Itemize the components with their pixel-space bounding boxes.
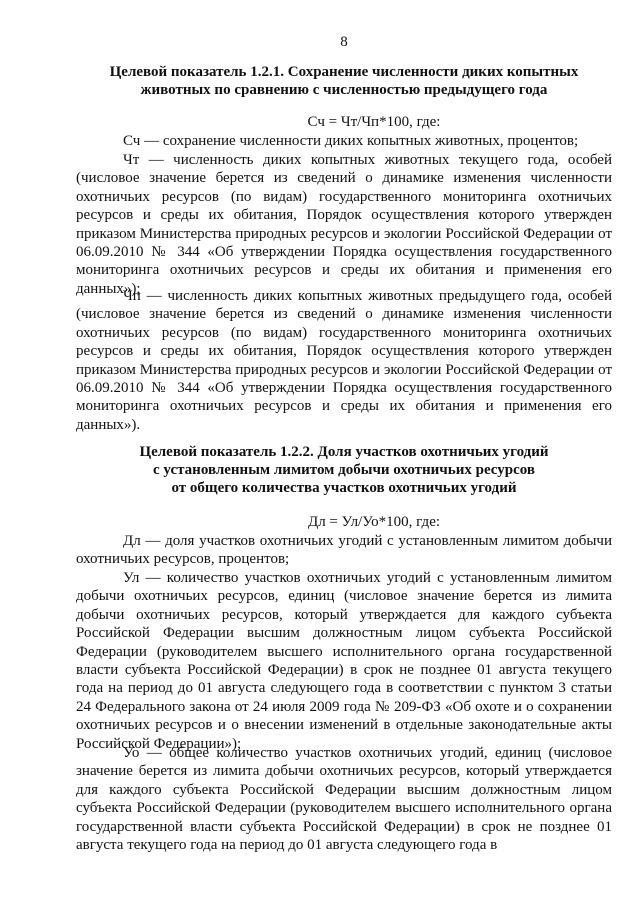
definition-cht: Чт — численность диких копытных животных текущего года, особей (числовое значение берется из сведений о динамике изменения численности охотничьих ресурсов (по видам) государственного мониторинга охотничьих ресурсов и среды их обитания, Порядок осуществления которого утвержден приказом Министерства природных ресурсов и экологии Российской Федерации от 06.09.2010 № 344 «Об утверждении Порядка осуществления государственного мониторинга охотничьих ресурсов и среды их обитания и применения его данных»); <box>76 152 612 297</box>
heading-line: Целевой показатель 1.2.1. Сохранение численности диких копытных <box>109 64 579 80</box>
heading-line: от общего количества участков охотничьих угодий <box>171 480 517 496</box>
heading-line: Целевой показатель 1.2.2. Доля участков охотничьих угодий <box>139 444 549 460</box>
definition-chp: Чп — численность диких копытных животных предыдущего года, особей (числовое значение берется из сведений о динамике изменения численности охотничьих ресурсов (по видам) государственного мониторинга охотничьих ресурсов и среды их обитания, Порядок осуществления которого утвержден приказом Министерства природных ресурсов и экологии Российской Федерации от 06.09.2010 № 344 «Об утверждении Порядка осуществления государственного мониторинга охотничьих ресурсов и среды их обитания и применения его данных»). <box>76 288 612 433</box>
section-heading-2 <box>76 443 612 497</box>
formula-sch: Сч = Чт/Чп*100, где: <box>307 114 441 130</box>
heading-line: с установленным лимитом добычи охотничьих ресурсов <box>153 462 535 478</box>
formula-dl: Дл = Ул/Уо*100, где: <box>307 514 441 530</box>
definition-uo: Уо — общее количество участков охотничьих угодий, единиц (числовое значение берется из лимита добычи охотничьих ресурсов, который утверждается для каждого субъекта Российской Федерации высшим должностным лицом субъекта Российской Федерации (руководителем высшего исполнительного органа государственной власти субъекта Российской Федерации) в срок не позднее 01 августа текущего года на период до 01 августа следующего года в <box>76 745 612 854</box>
section-heading-1 <box>76 63 612 99</box>
heading-line: животных по сравнению с численностью предыдущего года <box>140 82 548 98</box>
definition-ul: Ул — количество участков охотничьих угодий с установленным лимитом добычи охотничьих ресурсов, единиц (числовое значение берется из лимита добычи охотничьих ресурсов, который утверждается для каждого субъекта Российской Федерации высшим должностным лицом субъекта Российской Федерации (руководителем высшего исполнительного органа государственной власти субъекта Российской Федерации) в срок не позднее 01 августа текущего года на период до 01 августа следующего года в соответствии с пунктом 3 статьи 24 Федерального закона от 24 июля 2009 года № 209-ФЗ «Об охоте и о сохранении охотничьих ресурсов и о внесении изменений в отдельные законодательные акты Российской Федерации»); <box>76 570 612 752</box>
page-number: 8 <box>340 34 348 50</box>
definition-sch: Сч — сохранение численности диких копытных животных, процентов; <box>123 133 579 149</box>
definition-dl: Дл — доля участков охотничьих угодий с установленным лимитом добычи охотничьих ресурсов, процентов; <box>76 533 612 568</box>
